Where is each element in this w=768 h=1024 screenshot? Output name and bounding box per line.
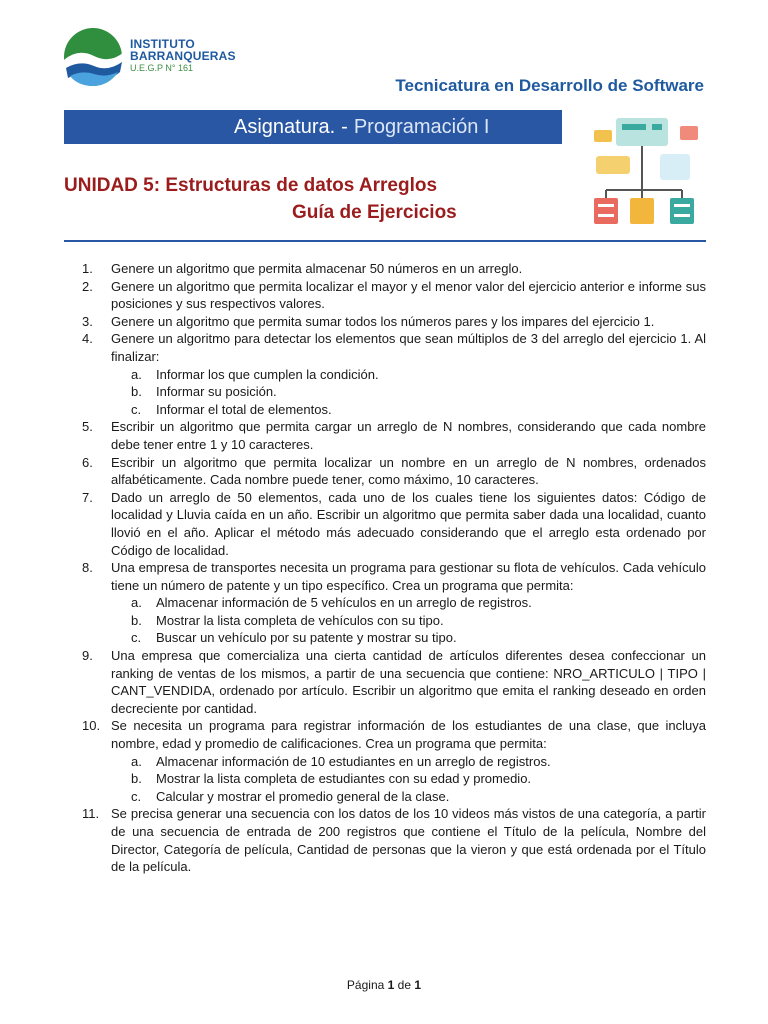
exercise-subitem [111, 383, 706, 401]
exercise-text: Se necesita un programa para registrar información de los estudiantes de una clase, que incluya nombre, edad y promedio de calificaciones. Crea un programa que permita: [111, 718, 706, 752]
career-title: Tecnicatura en Desarrollo de Software [395, 76, 704, 95]
exercise-item [82, 454, 706, 489]
exercise-number: 11. [82, 806, 100, 822]
exercise-body [111, 313, 706, 331]
exercise-body [111, 454, 706, 489]
exercise-item [82, 805, 706, 875]
subitem-letter: c. [131, 630, 142, 646]
subitem-letter: c. [131, 788, 142, 804]
exercise-number: 1. [82, 261, 93, 276]
exercise-number: 9. [82, 648, 93, 664]
subitem-text: Informar su posición. [156, 384, 277, 400]
logo-line-code: U.E.G.P N° 161 [130, 63, 193, 73]
exercise-text: Escribir un algoritmo que permita cargar un arreglo de N nombres, considerando que cada nombre debe tener entre 1 y 10 caracteres. [111, 419, 706, 452]
exercise-subitem [111, 753, 706, 771]
exercise-item [82, 489, 706, 559]
subitem-letter: b. [131, 771, 142, 787]
exercise-text: Dado un arreglo de 50 elementos, cada uno de los cuales tiene los siguientes datos: Código de localidad y Lluvia caída en un año. Escribir un algoritmo que permita saber dada una localidad, cuanto llovió en el año. Aplicar el método más adecuado considerando que el arreglo esta ordenado por Código de localidad. [111, 489, 706, 558]
subitem-letter: a. [131, 595, 142, 611]
exercise-item [82, 278, 706, 313]
logo-wordmark [130, 38, 236, 74]
exercise-number: 4. [82, 331, 93, 347]
exercise-text: Genere un algoritmo que permita sumar todos los números pares y los impares del ejercicio 1. [111, 313, 655, 329]
logo-emblem-icon [62, 26, 126, 88]
exercise-body [111, 418, 706, 453]
subitem-text: Buscar un vehículo por su patente y mostrar su tipo. [156, 630, 457, 646]
exercise-text: Escribir un algoritmo que permita localizar un nombre en un arreglo de N nombres, ordenados alfabéticamente. Cada nombre puede tener, como máximo, 10 caracteres. [111, 454, 706, 488]
exercise-number: 7. [82, 489, 93, 505]
exercise-number: 5. [82, 419, 93, 435]
exercise-body [111, 647, 706, 717]
exercise-body [111, 805, 706, 875]
page-word: Página [346, 978, 385, 992]
page-footer [0, 978, 768, 992]
exercise-body [111, 489, 706, 559]
exercise-number: 6. [82, 454, 93, 470]
exercise-body [111, 260, 706, 278]
exercise-number: 2. [82, 278, 93, 294]
exercise-subitem [111, 366, 706, 384]
subitem-letter: a. [131, 366, 142, 382]
logo-line-name: BARRANQUERAS [130, 49, 236, 63]
exercise-list [82, 260, 706, 876]
exercise-item [82, 418, 706, 453]
logo-line-institute: INSTITUTO [130, 37, 195, 51]
guide-title: Guía de Ejercicios [292, 202, 457, 223]
banner-dash: - [341, 115, 348, 138]
subitem-text: Informar los que cumplen la condición. [156, 366, 379, 382]
page-current: 1 [387, 978, 395, 992]
exercise-subitem [111, 629, 706, 647]
subitem-text: Calcular y mostrar el promedio general de la clase. [156, 788, 450, 804]
subitem-letter: c. [131, 401, 142, 417]
exercise-subitem [111, 788, 706, 806]
exercise-item [82, 559, 706, 647]
exercise-text: Genere un algoritmo para detectar los elementos que sean múltiplos de 3 del arreglo del ejercicio 1. Al finalizar: [111, 331, 706, 364]
banner-subject: Programación I [353, 115, 490, 138]
exercise-number: 3. [82, 313, 93, 329]
subitem-text: Almacenar información de 5 vehículos en un arreglo de registros. [156, 595, 532, 611]
data-structure-illustration-icon [586, 110, 706, 230]
exercise-body [111, 559, 706, 647]
subitem-letter: b. [131, 384, 142, 400]
exercise-subitem [111, 401, 706, 419]
banner-prefix: Asignatura. [234, 115, 336, 138]
page-total: 1 [414, 978, 422, 992]
subitem-text: Informar el total de elementos. [156, 401, 332, 417]
exercise-number: 10. [82, 718, 101, 734]
exercise-subitem [111, 770, 706, 788]
subject-banner [64, 110, 562, 144]
institute-logo [62, 26, 252, 88]
subitem-letter: b. [131, 612, 142, 628]
exercise-item [82, 717, 706, 805]
exercise-text: Se precisa generar una secuencia con los datos de los 10 videos más vistos de una categoría, a partir de una secuencia de entrada de 200 registros que contiene el Título de la película, Nombre del Director, Categoría de película, Cantidad de personas que la vieron y que está ordenada por el Título de la película. [111, 806, 706, 875]
exercise-number: 8. [82, 560, 93, 576]
exercise-subitem [111, 594, 706, 612]
exercise-body [111, 278, 706, 313]
exercise-item [82, 647, 706, 717]
exercise-item [82, 260, 706, 278]
exercise-body [111, 717, 706, 805]
subitem-text: Mostrar la lista completa de vehículos con su tipo. [156, 612, 444, 628]
subitem-text: Almacenar información de 10 estudiantes en un arreglo de registros. [156, 753, 551, 769]
exercise-item [82, 330, 706, 418]
exercise-text: Una empresa de transportes necesita un programa para gestionar su flota de vehículos. Cada vehículo tiene un número de patente y un tipo específico. Crea un programa que permita: [111, 560, 706, 593]
exercise-text: Genere un algoritmo que permita localizar el mayor y el menor valor del ejercicio anterior e informe sus posiciones y sus respectivos valores. [111, 278, 706, 312]
exercise-text: Una empresa que comercializa una cierta cantidad de artículos diferentes desea confeccionar un ranking de ventas de los mismos, a partir de una secuencia que contiene: NRO_ARTICULO | TIPO | CANT_VENDIDA, ordenado por artículo. Escribir un algoritmo que emita el ranking deseado en orden decreciente por cantidad. [111, 648, 706, 716]
exercise-body [111, 330, 706, 418]
subitem-text: Mostrar la lista completa de estudiantes con su edad y promedio. [156, 771, 532, 787]
exercise-text: Genere un algoritmo que permita almacenar 50 números en un arreglo. [111, 261, 523, 276]
page-of: de [397, 978, 412, 992]
subitem-letter: a. [131, 753, 142, 769]
unit-title: UNIDAD 5: Estructuras de datos Arreglos [64, 175, 438, 196]
exercise-item [82, 313, 706, 331]
exercise-subitem [111, 612, 706, 630]
header-divider [64, 240, 706, 242]
